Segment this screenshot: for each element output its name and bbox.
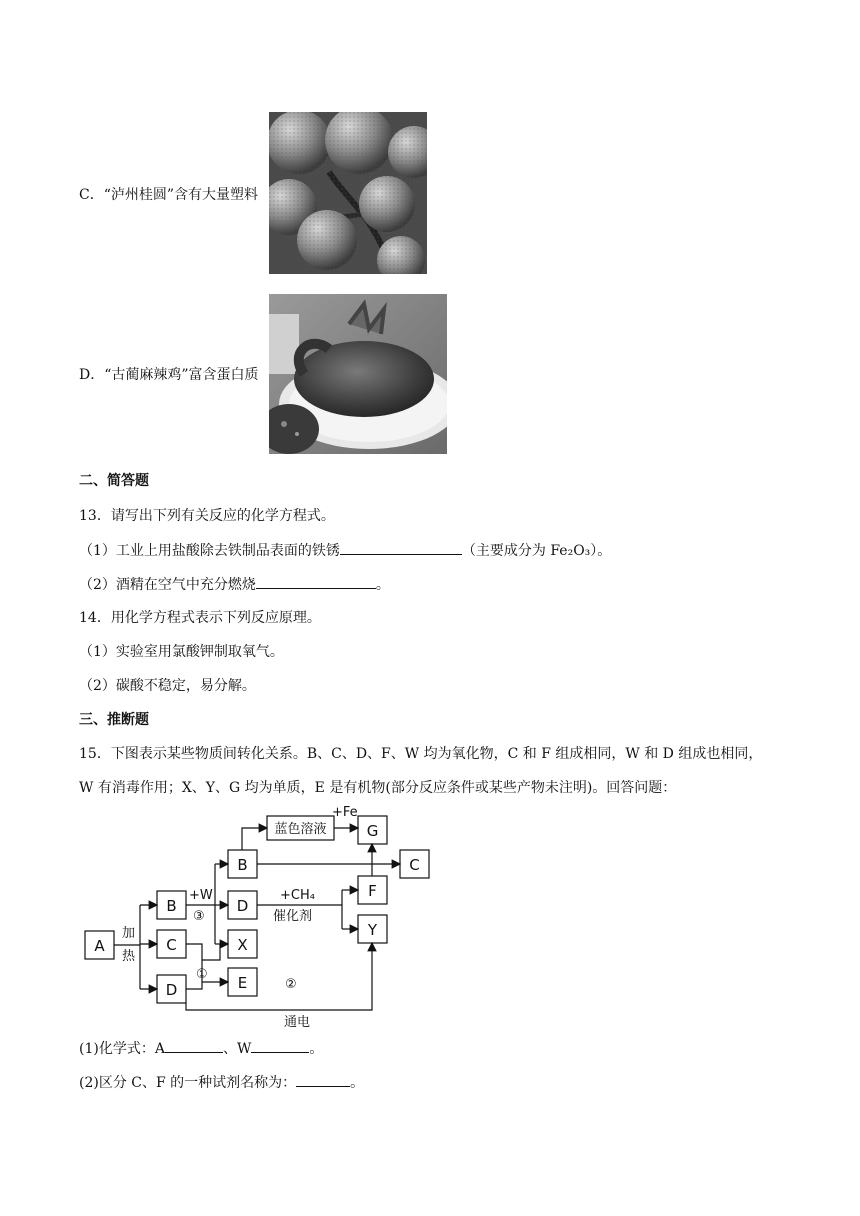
q15-stem-line2: W 有消毒作用；X、Y、G 均为单质，E 是有机物(部分反应条件或某些产物未注明)。回答问题：: [79, 780, 677, 796]
node-a-label: A: [94, 937, 105, 955]
node-blue-solution-label: 蓝色溶液: [274, 822, 327, 837]
q15-part1: [79, 1038, 323, 1059]
q15-answer-w-blank[interactable]: [251, 1038, 309, 1053]
q13-stem: 13．请写出下列有关反应的化学方程式。: [79, 508, 335, 524]
section-2-heading: 二、简答题: [79, 473, 149, 489]
q15-part2-text: (2)区分 C、F 的一种试剂名称为：: [79, 1075, 297, 1091]
node-d1-label: D: [165, 981, 178, 999]
q14-stem: 14．用化学方程式表示下列反应原理。: [79, 610, 321, 626]
q15-stem-line1: 15．下图表示某些物质间转化关系。B、C、D、F、W 均为氧化物，C 和 F 组成相同，W 和 D 组成也相同，: [79, 746, 763, 762]
heat-label-2: 热: [122, 949, 136, 964]
node-y-label: Y: [367, 921, 378, 939]
option-d-text: D．“古蔺麻辣鸡”富含蛋白质: [79, 367, 259, 383]
option-c-text: C．“泸州桂圆”含有大量塑料: [79, 187, 259, 203]
catalyst-label: 催化剂: [273, 909, 313, 924]
q15-answer-reagent-blank[interactable]: [296, 1072, 350, 1087]
q15-part2-end: 。: [350, 1075, 365, 1091]
node-c2-label: C: [409, 856, 420, 874]
node-c1-label: C: [166, 936, 177, 954]
electrolysis-label: 通电: [284, 1015, 311, 1030]
section-3-heading: 三、推断题: [79, 712, 149, 728]
reaction-1-label: ①: [196, 967, 208, 982]
chicken-image: [269, 294, 447, 454]
reaction-2-label: ②: [285, 977, 297, 992]
spicy-chicken-photo: [269, 294, 447, 454]
q13-part1: [79, 540, 611, 561]
q13-part2-text: （2）酒精在空气中充分燃烧: [79, 577, 256, 593]
q13-part2: [79, 574, 390, 595]
node-f-label: F: [368, 882, 377, 900]
heat-label-1: 加: [122, 926, 136, 941]
longan-image: [269, 112, 427, 274]
node-x-label: X: [237, 936, 248, 954]
q15-part1-sep: 、W: [222, 1041, 252, 1057]
q15-part1-text: (1)化学式：A: [79, 1041, 165, 1057]
longan-photo: [269, 112, 427, 274]
q13-part2-answer-blank[interactable]: [256, 574, 376, 589]
conversion-diagram: [80, 800, 440, 1030]
plus-w-label: +W: [189, 888, 213, 903]
node-b2-label: B: [237, 856, 248, 874]
q15-answer-a-blank[interactable]: [165, 1038, 223, 1053]
q15-part2: [79, 1072, 364, 1093]
node-e-label: E: [237, 974, 248, 992]
node-b1-label: B: [166, 897, 177, 915]
plus-ch4-label: +CH₄: [280, 888, 315, 903]
q13-part1-note: （主要成分为 Fe₂O₃）。: [461, 543, 612, 559]
reaction-3-label: ③: [193, 909, 205, 924]
node-g-label: G: [366, 822, 379, 840]
q14-part1: （1）实验室用氯酸钾制取氧气。: [79, 644, 284, 660]
node-d2-label: D: [236, 897, 249, 915]
plus-fe-label: +Fe: [332, 805, 358, 820]
q14-part2: （2）碳酸不稳定，易分解。: [79, 678, 256, 694]
q13-part2-end: 。: [375, 577, 390, 593]
q15-part1-end: 。: [309, 1041, 324, 1057]
q13-part1-answer-blank[interactable]: [340, 540, 462, 555]
q13-part1-text: （1）工业上用盐酸除去铁制品表面的铁锈: [79, 543, 340, 559]
